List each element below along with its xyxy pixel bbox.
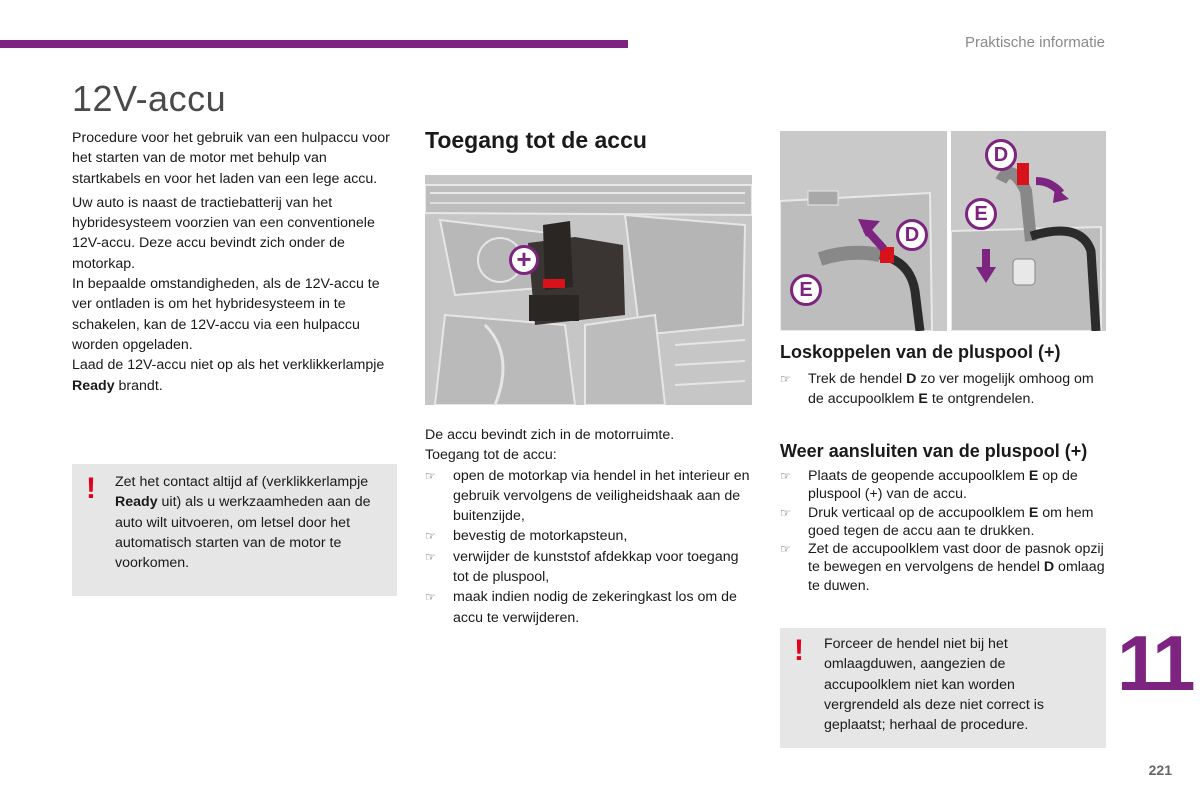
section-label: Praktische informatie [964,34,1105,51]
intro-paragraph-2: Uw auto is naast de tractiebatterij van het hybridesysteem voorzien van een conventionele 12V-accu. Deze accu bevindt zich onder de motorkap. [72,194,375,272]
ready-label: Ready [72,377,115,394]
list-item [425,466,750,527]
positive-terminal-marker: + [509,245,539,275]
warning-icon: ! [794,634,804,667]
access-title: Toegang tot de accu [425,127,647,153]
list-item [425,587,750,628]
access-step-3: verwijder de kunststof afdekkap voor toegang tot de pluspool, [453,548,739,586]
warning-1-post: uit) als u werkzaamheden aan de auto wilt uitvoeren, om letsel door het automatisch starten van de motor te voorkomen. [115,494,371,572]
reconnect-drawing [951,131,1106,331]
hand-pointer-icon: ☞ [425,590,436,605]
engine-bay-image [425,175,752,405]
engine-bay-drawing [425,175,752,405]
disconnect-step-e: te ontgrendelen. [927,391,1035,408]
reconnect-title: Weer aansluiten van de pluspool (+) [780,441,1088,461]
chapter-number: 11 [1117,619,1192,707]
access-text [425,425,750,628]
list-item [780,369,1105,410]
access-line-2: Toegang tot de accu: [425,447,557,464]
reconnect-steps [780,467,1105,595]
disconnect-step-a: Trek de hendel [808,371,907,387]
lever-d-label: D [896,219,928,251]
list-item [425,547,750,588]
list-item [780,540,1105,595]
access-step-4: maak indien nodig de zekeringkast los om de accu te verwijderen. [453,589,737,626]
clamp-e-label: E [790,274,822,306]
access-line-1: De accu bevindt zich in de motorruimte. [425,427,675,443]
reconnect-2-c: om hem goed tegen de accu aan te drukken. [808,504,1094,539]
warning-box-1 [72,464,397,596]
clamp-e-label: E [965,198,997,230]
hand-pointer-icon: ☞ [425,549,436,564]
disconnect-steps [780,369,1105,410]
list-item [780,504,1105,541]
disconnect-title: Loskoppelen van de pluspool (+) [780,342,1061,362]
warning-1-text [115,472,393,573]
reconnect-1-a: Plaats de geopende accupoolklem [808,468,1029,484]
list-item [780,467,1105,504]
intro-p4-pre: Laad de 12V-accu niet op als het verklikkerlampje [72,357,385,374]
reconnect-3-b: D [1043,559,1055,576]
reconnect-2-b: E [1028,504,1039,521]
intro-paragraph-3: In bepaalde omstandigheden, als de 12V-accu te ver ontladen is om het hybridesysteem in te schakelen, kan de 12V-accu via een hulpaccu worden opgeladen. [72,276,380,353]
disconnect-step-c: zo ver mogelijk omhoog om de accupoolklem [808,371,1094,408]
header-accent-bar [0,40,628,48]
intro-paragraph-1: Procedure voor het gebruik van een hulpaccu voor het starten van de motor met behulp van startkabels en voor het laden van een lege accu. [72,130,390,187]
access-step-2: bevestig de motorkapsteun, [453,528,628,545]
hand-pointer-icon: ☞ [780,542,791,557]
intro-paragraph-4 [72,355,394,396]
hand-pointer-icon: ☞ [425,468,436,483]
access-steps [425,466,750,628]
reconnect-1-b: E [1028,468,1039,484]
access-step-1: open de motorkap via hendel in het interieur en gebruik vervolgens de veiligheidshaak aan de buitenzijde, [453,467,750,525]
hand-pointer-icon: ☞ [780,505,791,520]
reconnect-3-a: Zet de accupoolklem vast door de pasnok opzij te bewegen en vervolgens de hendel [808,541,1104,576]
warning-box-2 [780,628,1106,748]
lever-d-label: D [985,139,1017,171]
hand-pointer-icon: ☞ [425,529,436,544]
warning-2-text: Forceer de hendel niet bij het omlaagduwen, aangezien de accupoolklem niet kan worden vergrendeld als deze niet correct is geplaatst; herhaal de procedure. [824,636,1045,734]
warning-1-ready: Ready [115,494,158,511]
disconnect-image [780,131,947,331]
reconnect-1-c: op de pluspool (+) van de accu. [808,468,1078,503]
disconnect-step-b: D [906,371,917,387]
reconnect-3-c: omlaag te duwen. [808,559,1105,594]
warning-icon: ! [86,472,96,505]
disconnect-step-d: E [918,391,928,408]
hand-pointer-icon: ☞ [780,372,791,386]
page-number: 221 [1148,762,1172,778]
warning-1-pre: Zet het contact altijd af (verklikkerlampje [115,474,369,490]
reconnect-image [951,131,1106,331]
reconnect-2-a: Druk verticaal op de accupoolklem [808,504,1029,521]
intro-text [72,128,394,396]
intro-p4-post: brandt. [114,377,163,394]
list-item [425,526,750,546]
hand-pointer-icon: ☞ [780,469,791,483]
page-title: 12V-accu [72,78,227,119]
